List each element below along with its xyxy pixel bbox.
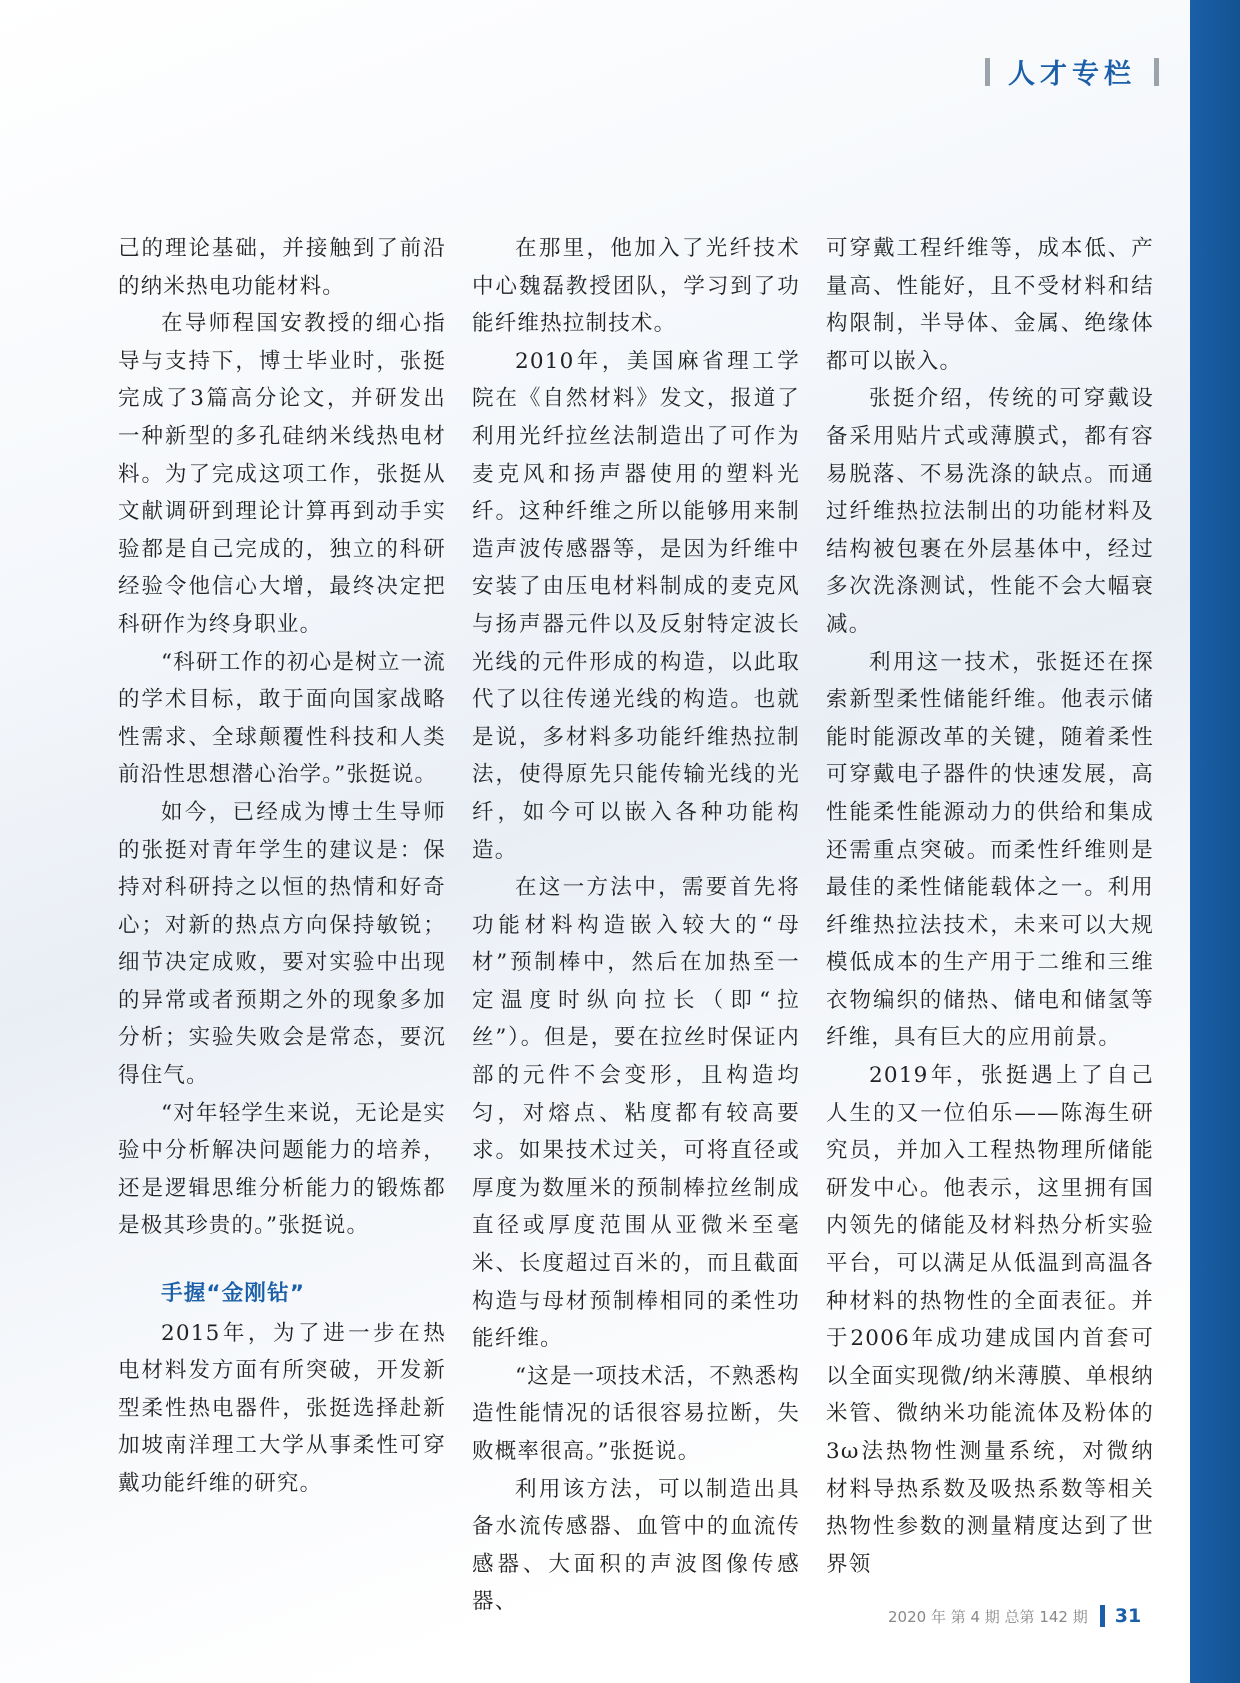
section-header [985,52,1159,91]
paragraph: 可穿戴工程纤维等，成本低、产量高、性能好，且不受材料和结构限制，半导体、金属、绝缘体都可以嵌入。 [826,236,1154,374]
paragraph: 2015年，为了进一步在热电材料发方面有所突破，开发新型柔性热电器件，张挺选择赴新加坡南洋理工大学从事柔性可穿戴功能纤维的研究。 [118,1320,446,1496]
footer-bar [1100,1605,1105,1627]
paragraph: 利用这一技术，张挺还在探索新型柔性储能纤维。他表示储能时能源改革的关键，随着柔性可穿戴电子器件的快速发展，高性能柔性能源动力的供给和集成还需重点突破。而柔性纤维则是最佳的柔性储能载体之一。利用纤维热拉法技术，未来可以大规模低成本的生产用于二维和三维衣物编织的储热、储电和储氢等纤维，具有巨大的应用前景。 [826,649,1154,1051]
paragraph: 利用该方法，可以制造出具备水流传感器、血管中的血流传感器、大面积的声波图像传感器、 [472,1476,800,1615]
page-footer [888,1605,1141,1627]
issue-info: 2020 年 第 4 期 总第 142 期 [888,1607,1088,1626]
paragraph: “对年轻学生来说，无论是实验中分析解决问题能力的培养，还是逻辑思维分析能力的锻炼都是极其珍贵的。”张挺说。 [118,1100,446,1239]
paragraph: 2019年，张挺遇上了自己人生的又一位伯乐——陈海生研究员，并加入工程热物理所储能研发中心。他表示，这里拥有国内领先的储能及材料热分析实验平台，可以满足从低温到高温各种材料的热物性的全面表征。并于2006年成功建成国内首套可以全面实现微/纳米薄膜、单根纳米管、微纳米功能流体及粉体的3ω法热物性测量系统，对微纳材料导热系数及吸热系数等相关热物性参数的测量精度达到了世界领 [826,1063,1154,1577]
paragraph: 2010年，美国麻省理工学院在《自然材料》发文，报道了利用光纤拉丝法制造出了可作为麦克风和扬声器使用的塑料光纤。这种纤维之所以能够用来制造声波传感器等，是因为纤维中安装了由压电材料制成的麦克风与扬声器元件以及反射特定波长光线的元件形成的构造，以此取代了以往传递光线的构造。也就是说，多材料多功能纤维热拉制法，使得原先只能传输光线的光纤，如今可以嵌入各种功能构造。 [472,348,800,863]
paragraph: “这是一项技术活，不熟悉构造性能情况的话很容易拉断，失败概率很高。”张挺说。 [472,1363,800,1464]
right-blue-stripe [1190,0,1240,1683]
paragraph: 在这一方法中，需要首先将功能材料构造嵌入较大的“母材”预制棒中，然后在加热至一定温度时纵向拉长（即“拉丝”）。但是，要在拉丝时保证内部的元件不会变形，且构造均匀，对熔点、粘度都有较高要求。如果技术过关，可将直径或厚度为数厘米的预制棒拉丝制成直径或厚度范围从亚微米至毫米、长度超过百米的，而且截面构造与母材预制棒相同的柔性功能纤维。 [472,875,800,1352]
paragraph: 在导师程国安教授的细心指导与支持下，博士毕业时，张挺完成了3篇高分论文，并研发出一种新型的多孔硅纳米线热电材料。为了完成这项工作，张挺从文献调研到理论计算再到动手实验都是自己完成的，独立的科研经验令他信心大增，最终决定把科研作为终身职业。 [118,311,446,637]
paragraph: 在那里，他加入了光纤技术中心魏磊教授团队，学习到了功能纤维热拉制技术。 [472,236,800,337]
subheading: 手握“金刚钻” [161,1281,306,1307]
paragraph: “科研工作的初心是树立一流的学术目标，敢于面向国家战略性需求、全球颠覆性科技和人类前沿性思想潜心治学。”张挺说。 [118,649,446,788]
paragraph: 张挺介绍，传统的可穿戴设备采用贴片式或薄膜式，都有容易脱落、不易洗涤的缺点。而通过纤维热拉法制出的功能材料及结构被包裹在外层基体中，经过多次洗涤测试，性能不会大幅衰减。 [826,386,1154,637]
article-column-2 [472,230,800,1621]
article-column-1 [118,230,446,1503]
paragraph: 如今，已经成为博士生导师的张挺对青年学生的建议是：保持对科研持之以恒的热情和好奇心；对新的热点方向保持敏锐；细节决定成败，要对实验中出现的异常或者预期之外的现象多加分析；实验失败会是常态，要沉得住气。 [118,799,446,1089]
header-left-bar [985,58,990,86]
paragraph: 己的理论基础，并接触到了前沿的纳米热电功能材料。 [118,236,446,299]
page-number: 31 [1114,1605,1142,1627]
section-title: 人才专栏 [1008,59,1136,90]
article-column-3 [826,230,1154,1583]
header-right-bar [1154,58,1159,86]
